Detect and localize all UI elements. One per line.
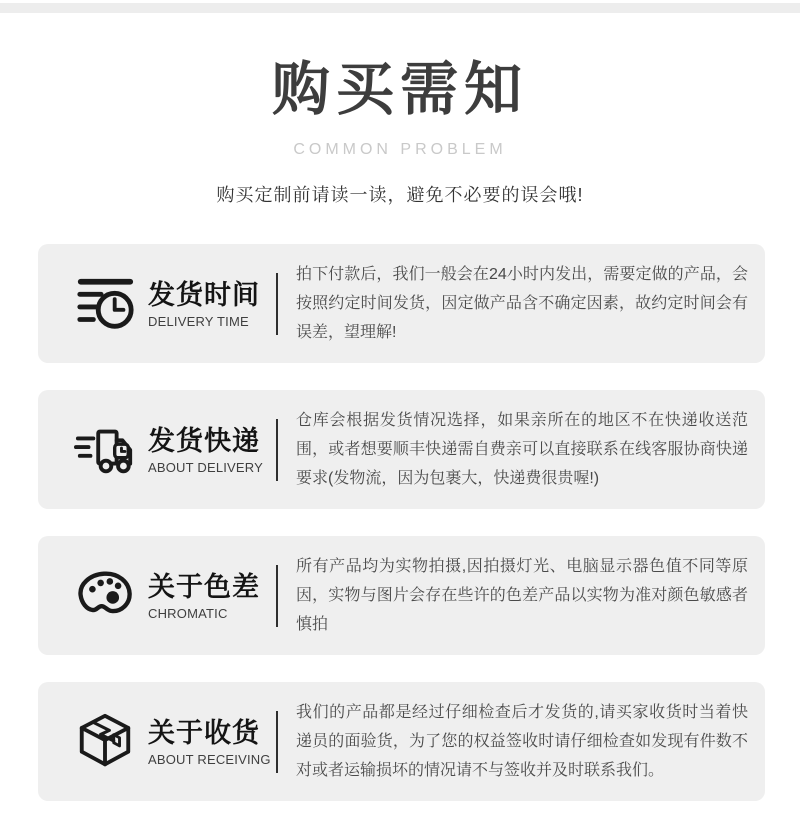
card-title-english: CHROMATIC: [148, 605, 228, 621]
card-title-block: [148, 717, 276, 767]
color-palette-icon: [74, 565, 136, 627]
card-about-receiving: [38, 682, 765, 801]
vertical-divider: [276, 273, 278, 335]
speed-clock-icon: [74, 273, 136, 335]
card-body-text: 拍下付款后，我们一般会在24小时内发出，需要定做的产品，会按照约定时间发货，因定做产品含不确定因素，故约定时间会有误差，望理解!: [296, 266, 748, 341]
card-body-text: 我们的产品都是经过仔细检查后才发货的,请买家收货时当着快递员的面验货，为了您的权益签收时请仔细检查如发现有件数不对或者运输损坏的情况请不与签收并及时联系我们。: [296, 704, 748, 779]
card-title: 关于收货: [148, 717, 260, 748]
vertical-divider: [276, 565, 278, 627]
package-box-icon: [74, 711, 136, 773]
previous-section-edge: [0, 3, 800, 13]
page-subtitle-english: COMMON PROBLEM: [293, 141, 507, 158]
page-header: [0, 0, 800, 207]
card-body-text: 仓库会根据发货情况选择，如果亲所在的地区不在快递收送范围，或者想要顺丰快递需自费亲可以直接联系在线客服协商快递要求(发物流，因为包裹大，快递费很贵喔!): [296, 412, 748, 487]
card-about-delivery: [38, 390, 765, 509]
card-title-block: [148, 571, 276, 621]
card-title-english: DELIVERY TIME: [148, 313, 249, 329]
card-title: 关于色差: [148, 571, 260, 602]
vertical-divider: [276, 711, 278, 773]
page-description: 购买定制前请读一读，避免不必要的误会哦!: [216, 185, 584, 205]
page-title: 购买需知: [271, 57, 528, 122]
card-title-english: ABOUT DELIVERY: [148, 459, 264, 475]
delivery-truck-icon: [74, 419, 136, 481]
card-title-block: [148, 279, 276, 329]
card-title: 发货快递: [148, 425, 260, 456]
card-body-text: 所有产品均为实物拍摄,因拍摄灯光、电脑显示器色值不同等原因，实物与图片会存在些许的色差产品以实物为准对颜色敏感者慎拍: [296, 558, 748, 633]
vertical-divider: [276, 419, 278, 481]
card-chromatic: [38, 536, 765, 655]
card-delivery-time: [38, 244, 765, 363]
card-title-block: [148, 425, 276, 475]
card-title-english: ABOUT RECEIVING: [148, 751, 271, 767]
card-title: 发货时间: [148, 279, 260, 310]
notice-card-list: [38, 244, 765, 801]
